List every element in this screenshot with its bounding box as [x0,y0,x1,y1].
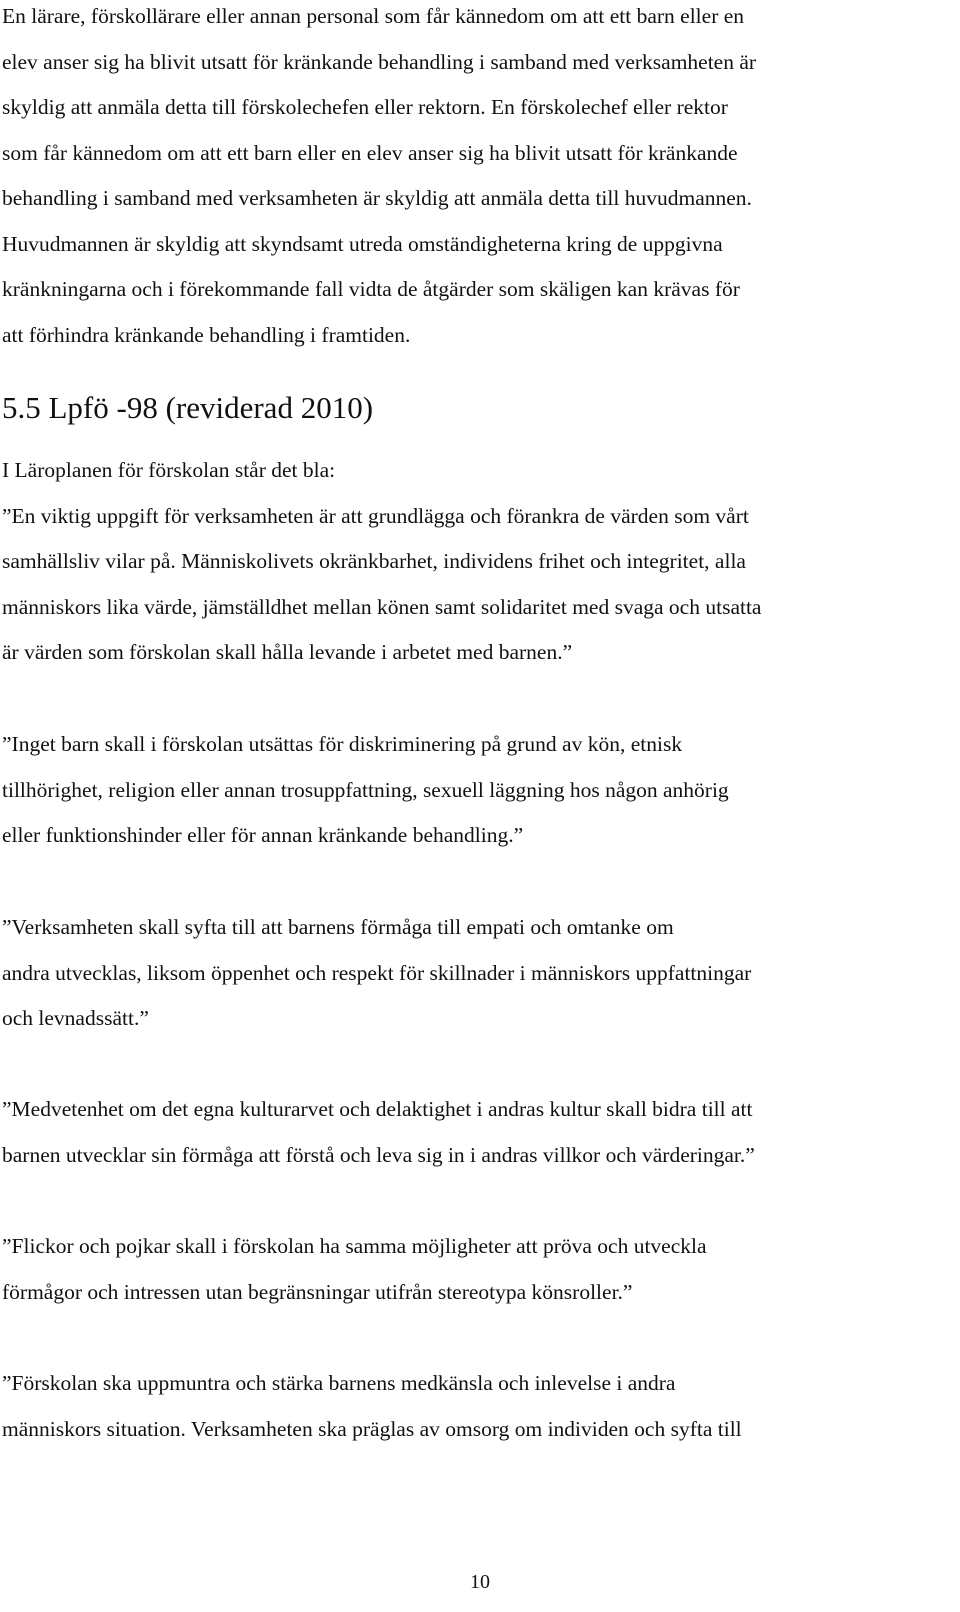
page-number: 10 [470,1571,490,1593]
text-line: skyldig att anmäla detta till förskolechefen eller rektorn. En förskolechef eller rektor [2,95,728,119]
text-line: ”Förskolan ska uppmuntra och stärka barnens medkänsla och inlevelse i andra [2,1371,676,1395]
paragraph-anmalan [2,0,942,358]
text-line: människors situation. Verksamheten ska präglas av omsorg om individen och syfta till [2,1416,742,1441]
text-line: elev anser sig ha blivit utsatt för kränkande behandling i samband med verksamheten är [2,49,757,74]
text-line: tillhörighet, religion eller annan trosuppfattning, sexuell läggning hos någon anhörig [2,777,729,802]
text-line: ”En viktig uppgift för verksamheten är att grundlägga och förankra de värden som vårt [2,503,749,528]
text-line: som får kännedom om att ett barn eller en elev anser sig ha blivit utsatt för kränkande [2,140,738,165]
text-line: Huvudmannen är skyldig att skyndsamt utreda omständigheterna kring de uppgivna [2,231,723,256]
text-line: En lärare, förskollärare eller annan personal som får kännedom om att ett barn eller en [2,4,745,28]
text-line: barnen utvecklar sin förmåga att förstå och leva sig in i andras villkor och värderingar.” [2,1142,755,1167]
text-line: I Läroplanen för förskolan står det bla: [2,458,336,482]
text-line: att förhindra kränkande behandling i framtiden. [2,322,411,347]
text-line: och levnadssätt.” [2,1006,149,1030]
paragraph-quote-empati [2,905,942,1042]
text-line: eller funktionshinder eller för annan kränkande behandling.” [2,823,524,847]
text-line: är värden som förskolan skall hålla levande i arbetet med barnen.” [2,640,573,664]
text-line: andra utvecklas, liksom öppenhet och respekt för skillnader i människors uppfattningar [2,960,752,985]
paragraph-quote-diskriminering [2,722,942,859]
text-line: ”Inget barn skall i förskolan utsättas för diskriminering på grund av kön, etnisk [2,732,683,756]
text-line: ”Flickor och pojkar skall i förskolan ha samma möjligheter att pröva och utveckla [2,1234,707,1258]
text-line: kränkningarna och i förekommande fall vidta de åtgärder som skäligen kan krävas för [2,277,740,301]
paragraph-intro [2,448,942,676]
text-line: människors lika värde, jämställdhet mellan könen samt solidaritet med svaga och utsatta [2,594,762,619]
section-heading: 5.5 Lpfö -98 (reviderad 2010) [2,390,374,425]
text-line: ”Medvetenhet om det egna kulturarvet och delaktighet i andras kultur skall bidra till att [2,1097,753,1121]
text-line: ”Verksamheten skall syfta till att barnens förmåga till empati och omtanke om [2,915,674,939]
paragraph-quote-flickor-pojkar [2,1224,942,1315]
text-line: samhällsliv vilar på. Människolivets okränkbarhet, individens frihet och integritet, alla [2,549,746,573]
paragraph-quote-kulturarv [2,1087,942,1178]
text-line: behandling i samband med verksamheten är skyldig att anmäla detta till huvudmannen. [2,186,752,210]
text-line: förmågor och intressen utan begränsningar utifrån stereotypa könsroller.” [2,1279,633,1304]
paragraph-quote-medkansla [2,1361,942,1452]
